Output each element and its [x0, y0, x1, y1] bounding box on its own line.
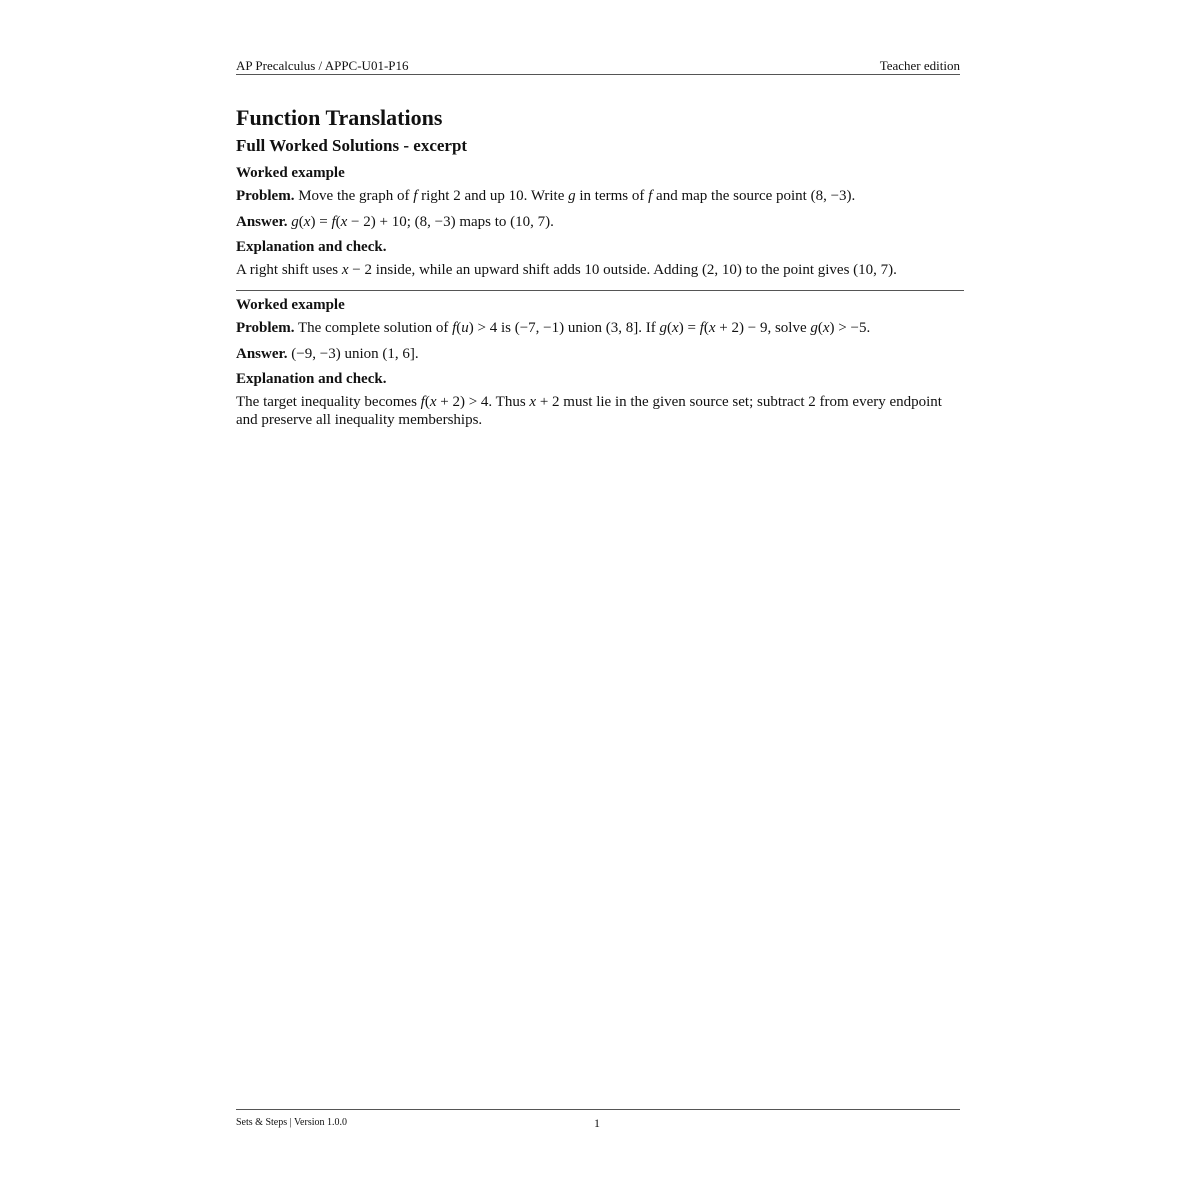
example-heading: Worked example [236, 297, 345, 313]
example-divider [236, 290, 964, 291]
course-code: AP Precalculus / APPC-U01-P16 [236, 58, 409, 73]
problem-text: Problem. Move the graph of f right 2 and up 10. Write g in terms of f and map the source point (8, −3). [236, 188, 856, 204]
answer-label: Answer. [236, 346, 288, 362]
explanation-text: A right shift uses x − 2 inside, while an upward shift adds 10 outside. Adding (2, 10) to the point gives (10, 7). [236, 262, 897, 278]
answer-text: Answer. (−9, −3) union (1, 6]. [236, 346, 419, 362]
answer-text: Answer. g(x) = f(x − 2) + 10; (8, −3) maps to (10, 7). [236, 214, 554, 230]
footer-rule [236, 1109, 960, 1110]
edition-label: Teacher edition [879, 58, 960, 73]
page-title: Function Translations [236, 105, 443, 130]
example-heading: Worked example [236, 165, 345, 181]
problem-text: Problem. The complete solution of f(u) > 4 is (−7, −1) union (3, 8]. If g(x) = f(x + 2) − 9, solve g(x) > −5. [236, 320, 871, 336]
answer-label: Answer. [236, 214, 288, 230]
worked-example-2 [236, 295, 964, 429]
problem-label: Problem. [236, 320, 295, 336]
running-header [236, 58, 960, 75]
worked-example-1 [236, 163, 964, 279]
explanation-heading: Explanation and check. [236, 371, 387, 387]
problem-label: Problem. [236, 188, 295, 204]
main-content [236, 104, 964, 429]
page-number: 1 [594, 1116, 600, 1130]
explanation-heading: Explanation and check. [236, 239, 387, 255]
page-subtitle: Full Worked Solutions - excerpt [236, 136, 468, 155]
footer-version: Sets & Steps | Version 1.0.0 [236, 1117, 347, 1128]
explanation-text: The target inequality becomes f(x + 2) > 4. Thus x + 2 must lie in the given source set; subtract 2 from every endpoint and preserve all inequality memberships. [236, 394, 942, 428]
